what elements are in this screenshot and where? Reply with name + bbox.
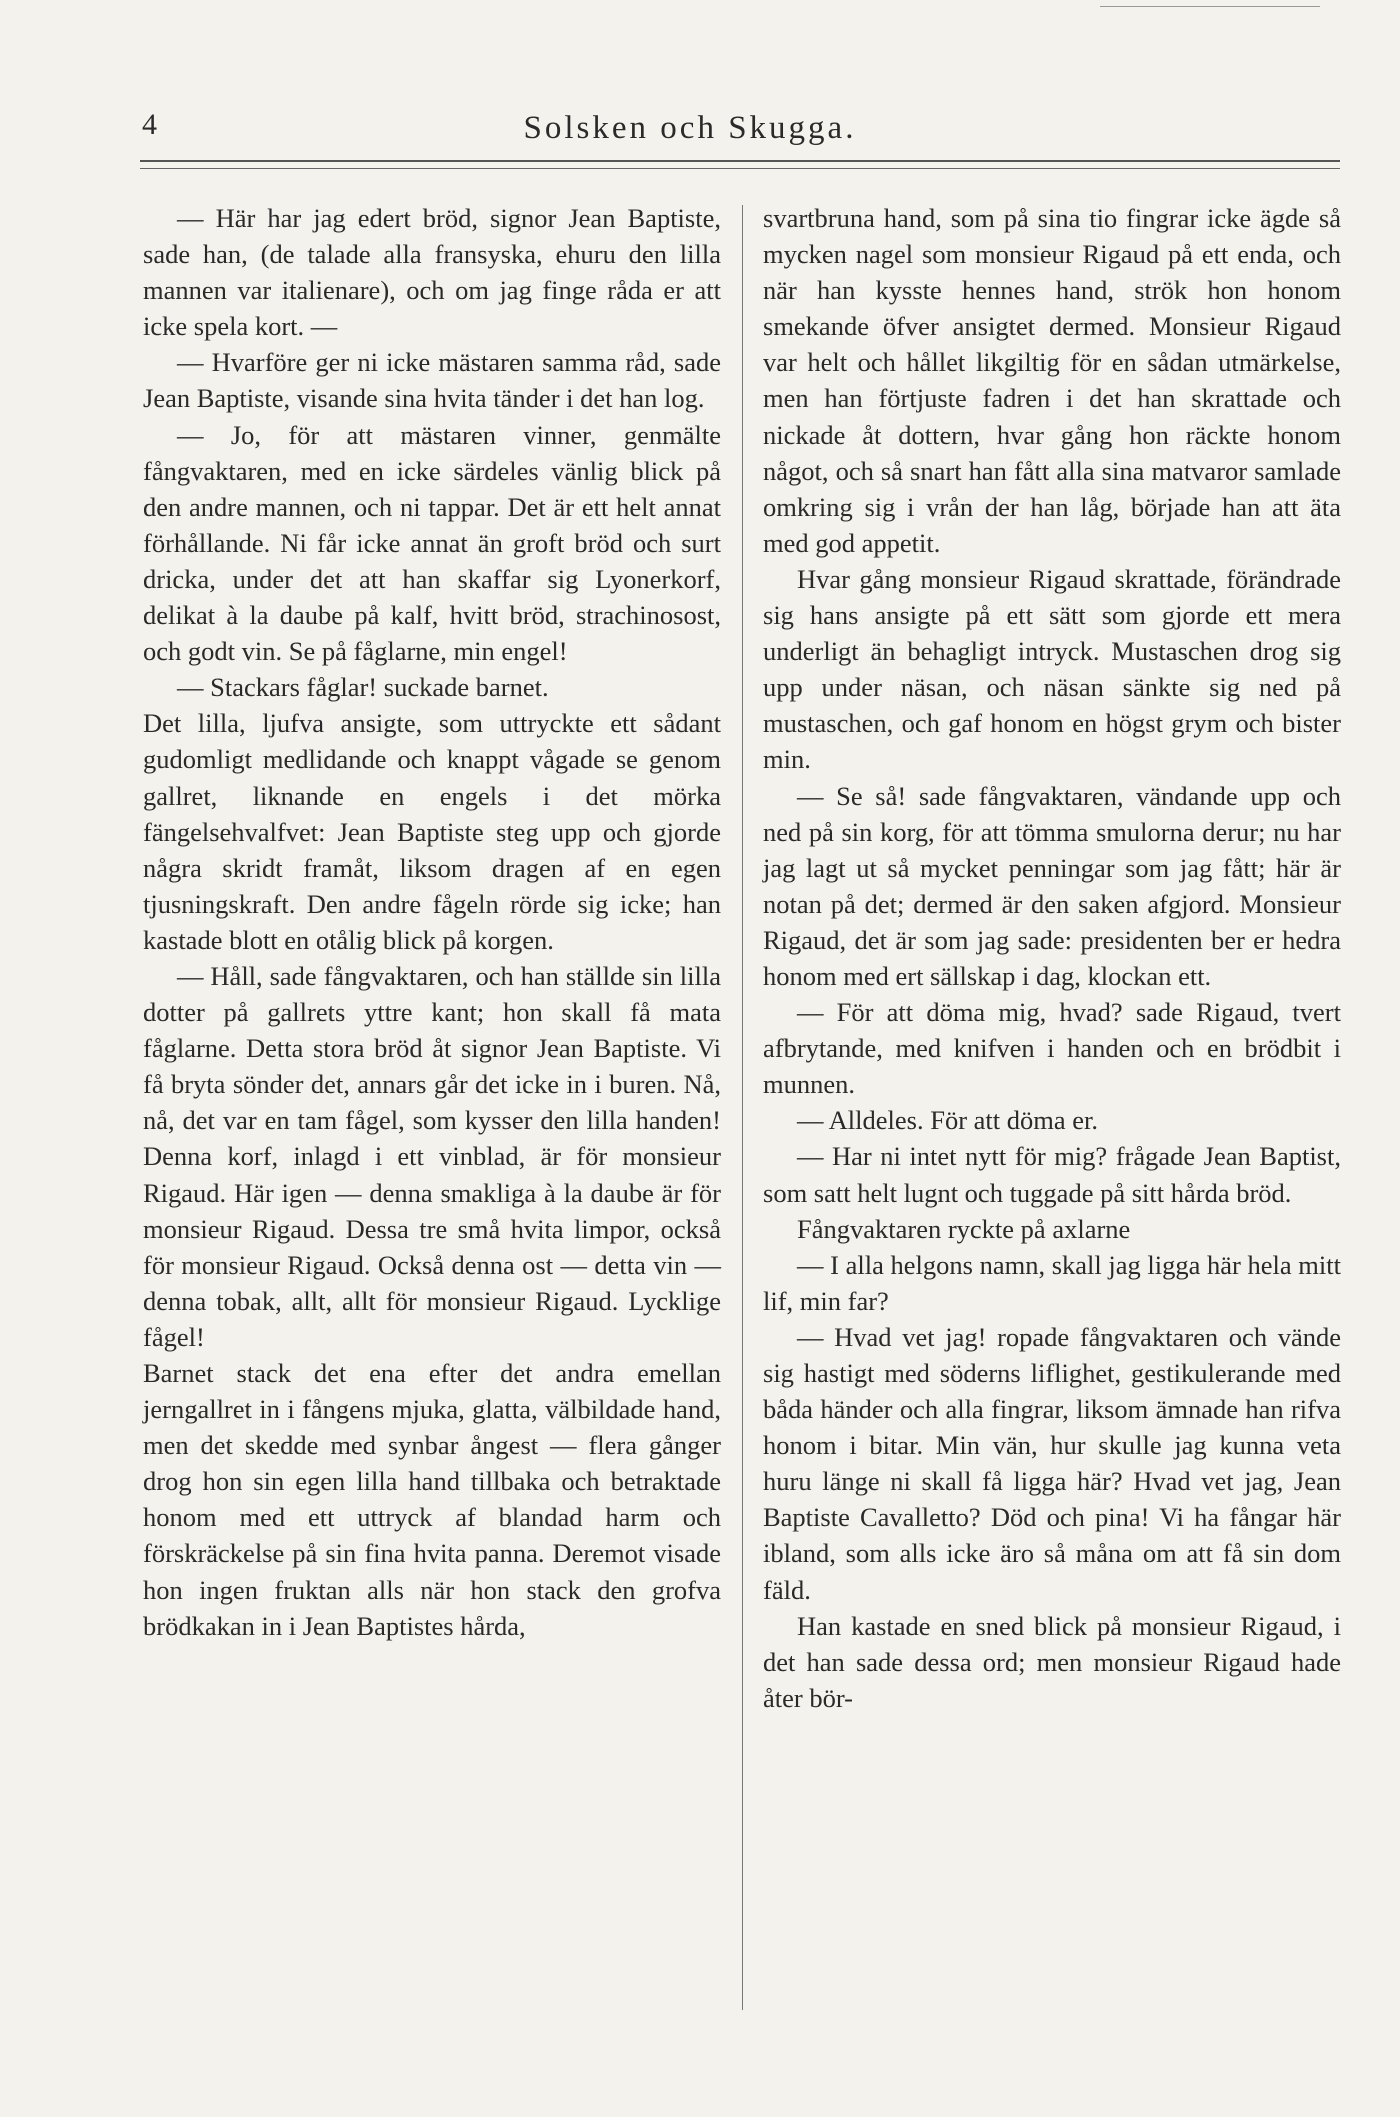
running-title: Solsken och Skugga. xyxy=(523,110,857,146)
left-column xyxy=(143,200,721,1644)
scan-edge-line xyxy=(1100,6,1320,7)
paragraph: — Hvarföre ger ni icke mästaren samma råd, sade Jean Baptiste, visande sina hvita tänder i det han log. xyxy=(143,347,721,414)
paragraph: — Alldeles. För att döma er. xyxy=(797,1105,1099,1136)
paragraph: Hvar gång monsieur Rigaud skrattade, förändrade sig hans ansigte på ett sätt som gjorde ett mera underligt än behagligt intryck. Mustaschen drog sig upp under näsan, och näsan sänkte sig ned på mustaschen, och gaf honom en högst grym och bister min. xyxy=(763,563,1341,775)
page-number: 4 xyxy=(142,108,157,141)
paragraph: — Se så! sade fångvaktaren, vändande upp och ned på sin korg, för att tömma smulorna derur; nu har jag lagt ut så mycket penningar som jag fått; här är notan på det; dermed är den saken afgjord. Monsieur Rigaud, det är som jag sade: presidenten ber er hedra honom med ert sällskap i dag, klockan ett. xyxy=(763,780,1341,991)
right-column xyxy=(763,200,1341,1716)
paragraph: — Hvad vet jag! ropade fångvaktaren och vände sig hastigt med söderns liflighet, gestikulerande med båda händer och alla fingrar, liksom ämnade han rifva honom i bitar. Min vän, hur skulle jag kunna veta huru länge ni skall få ligga här? Hvad vet jag, Jean Baptiste Cavalletto? Död och pina! Vi ha fångar här ibland, som alls icke äro så måna om att få sin dom fäld. xyxy=(763,1321,1341,1605)
paragraph: — Stackars fåglar! suckade barnet. xyxy=(177,672,549,703)
paragraph: — Här har jag edert bröd, signor Jean Baptiste, sade han, (de talade alla fransyska, ehuru den lilla mannen var italienare), och om jag finge råda er att icke spela kort. — xyxy=(143,203,721,342)
paragraph: Fångvaktaren ryckte på axlarne xyxy=(797,1213,1131,1244)
paragraph: Det lilla, ljufva ansigte, som uttryckte ett sådant gudomligt medlidande och knappt vågade se genom gallret, liknande en engels i det mörka fängelsehvalfvet: Jean Baptiste steg upp och gjorde några skridt framåt, liksom dragen af en egen tjusningskraft. Den andre fågeln rörde sig icke; han kastade blott en otålig blick på korgen. xyxy=(143,708,721,955)
paragraph: — Jo, för att mästaren vinner, genmälte fångvaktaren, med en icke särdeles vänlig blick på den andre mannen, och ni tappar. Det är ett helt annat förhållande. Ni får icke annat än groft bröd och surt dricka, under det att han skaffar sig Lyonerkorf, delikat à la daube på kalf, hvitt bröd, strachinosost, och godt vin. Se på fåglarne, min engel! xyxy=(143,419,721,667)
header-rule xyxy=(140,160,1340,162)
running-header xyxy=(140,108,1240,158)
paragraph: — För att döma mig, hvad? sade Rigaud, tvert afbrytande, med knifven i handen och en brödbit i munnen. xyxy=(763,997,1341,1100)
paragraph: Barnet stack det ena efter det andra emellan jerngallret in i fångens mjuka, glatta, välbildade hand, men det skedde med synbar ångest — flera gånger drog hon sin egen lilla hand tillbaka och betraktade honom med ett uttryck af blandad harm och förskräckelse på sin fina hvita panna. Deremot visade hon ingen fruktan alls när hon stack den grofva brödkakan in i Jean Baptistes hårda, xyxy=(143,1358,721,1641)
paragraph: — I alla helgons namn, skall jag ligga här hela mitt lif, min far? xyxy=(763,1249,1341,1316)
column-divider xyxy=(742,205,743,2010)
paragraph: — Håll, sade fångvaktaren, och han ställde sin lilla dotter på gallrets yttre kant; hon skall få mata fåglarne. Detta stora bröd åt signor Jean Baptiste. Vi få bryta sönder det, annars går det icke in i buren. Nå, nå, det var en tam fågel, som kysser den lilla handen! Denna korf, inlagd i ett vinblad, är för monsieur Rigaud. Här igen — denna smakliga à la daube är för monsieur Rigaud. Dessa tre små hvita limpor, också för monsieur Rigaud. Också denna ost — detta vin — denna tobak, allt, allt för monsieur Rigaud. Lycklige fågel! xyxy=(143,960,721,1352)
paragraph: Han kastade en sned blick på monsieur Rigaud, i det han sade dessa ord; men monsieur Rigaud hade åter bör- xyxy=(763,1610,1341,1713)
header-rule-thin xyxy=(140,168,1340,169)
paragraph: — Har ni intet nytt för mig? frågade Jean Baptist, som satt helt lugnt och tuggade på sitt hårda bröd. xyxy=(763,1141,1341,1208)
paragraph: svartbruna hand, som på sina tio fingrar icke ägde så mycken nagel som monsieur Rigaud på ett enda, och när han kysste hennes hand, strök hon honom smekande öfver ansigtet dermed. Monsieur Rigaud var helt och hållet likgiltig för en sådan utmärkelse, men han förtjuste fadren i det han skrattade och nickade åt dottern, hvar gång hon räckte honom något, och så snart han fått alla sina matvaror samlade omkring sig i vrån der han låg, började han att äta med god appetit. xyxy=(763,203,1341,558)
